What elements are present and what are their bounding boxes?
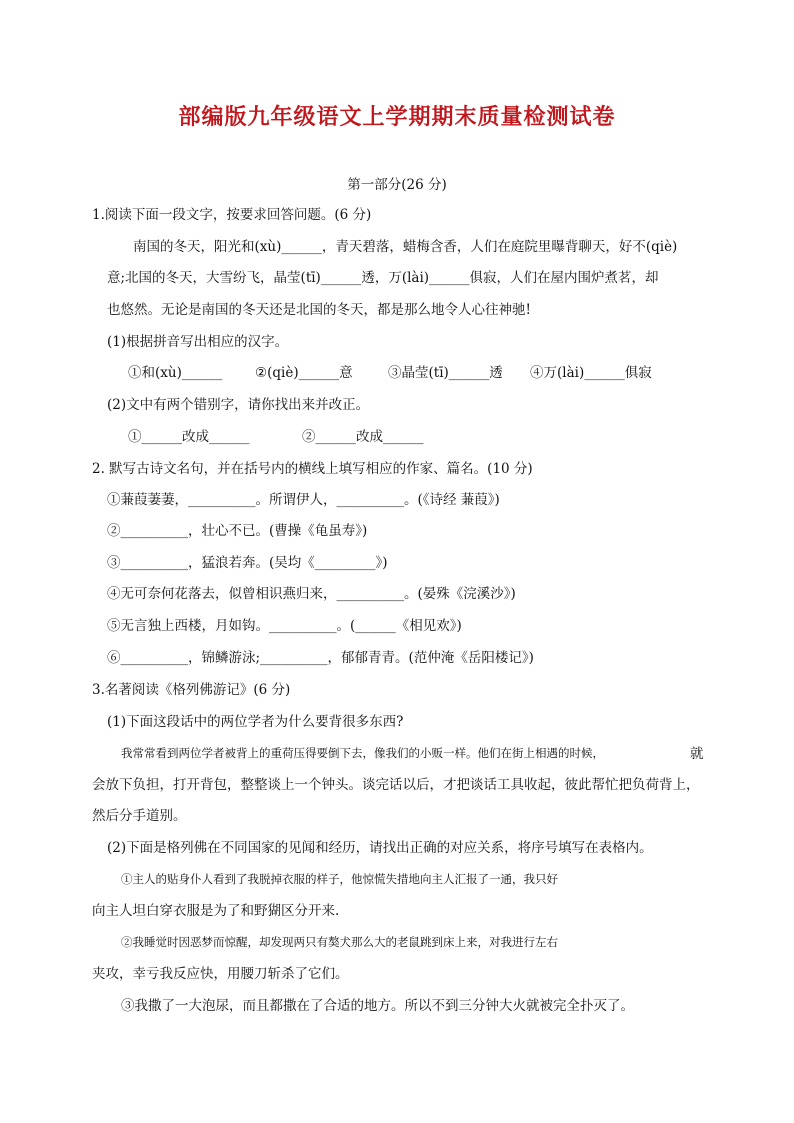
q2-line: ①蒹葭萋萋，__________。所谓伊人，__________。(《诗经 蒹葭》) [107, 492, 500, 508]
q3-item-line: 夹攻，幸亏我反应快，用腰刀斩杀了它们。 [92, 966, 349, 982]
q1-sub2-item: ②______改成______ [302, 429, 424, 445]
q1-sub1-item: ①和(xù)______ [128, 365, 223, 381]
document-title: 部编版九年级语文上学期期末质量检测试卷 [178, 104, 616, 130]
q3-sub1: (1)下面这段话中的两位学者为什么要背很多东西? [107, 714, 404, 730]
part-header: 第一部分(26 分) [347, 177, 447, 193]
q3-sub2: (2)下面是格列佛在不同国家的见闻和经历，请找出正确的对应关系，将序号填写在表格内。 [107, 840, 653, 856]
q2-line: ④无可奈何花落去，似曾相识燕归来，__________。(晏殊《浣溪沙》) [107, 586, 516, 602]
q1-passage-line: 意;北国的冬天，大雪纷飞，晶莹(tī)______透，万(lài)______俱寂，人们在屋内围炉煮茗，却 [107, 270, 659, 286]
q3-passage-line: 就 [690, 746, 704, 762]
q1-sub1: (1)根据拼音写出相应的汉字。 [107, 334, 289, 350]
q3-item-line: ③我撒了一大泡尿，而且都撒在了合适的地方。所以不到三分钟大火就被完全扑灭了。 [121, 998, 634, 1014]
q3-item-line: ①主人的贴身仆人看到了我脱掉衣服的样子，他惊慌失措地向主人汇报了一通，我只好 [121, 872, 558, 886]
q2-line: ⑤无言独上西楼，月如钩。__________。(______《相见欢》) [107, 618, 462, 634]
q3-item-line: 向主人坦白穿衣服是为了和野猢区分开来. [92, 903, 340, 919]
q2-line: ②__________，壮心不已。(曹操《龟虽寿》) [107, 523, 368, 539]
q1-sub1-item: ④万(lài)______俱寂 [530, 365, 652, 381]
q3-item-line: ②我睡觉时因恶梦而惊醒，却发现两只有獒犬那么大的老鼠跳到床上来，对我进行左右 [121, 935, 558, 949]
q1-sub2-item: ①______改成______ [128, 429, 250, 445]
q1-sub1-item: ②(qiè)______意 [255, 365, 353, 381]
q1-passage-line: 南国的冬天，阳光和(xù)______，青天碧落，蜡梅含香，人们在庭院里曝背聊天，好不(qiè) [133, 239, 678, 255]
q1-sub2: (2)文中有两个错别字，请你找出来并改正。 [107, 397, 370, 413]
q2-line: ⑥__________，锦鳞游泳;__________，郁郁青青。(范仲淹《岳阳楼记》) [107, 650, 534, 666]
q3-stem: 3.名著阅读《格列佛游记》(6 分) [92, 682, 291, 698]
q1-passage-line: 也悠然。无论是南国的冬天还是北国的冬天，都是那么地令人心往神驰! [107, 302, 531, 318]
q1-stem: 1.阅读下面一段文字，按要求回答问题。(6 分) [92, 207, 372, 223]
q3-passage-line: 然后分手道别。 [92, 808, 187, 824]
q1-sub1-item: ③晶莹(tī)______透 [388, 365, 503, 381]
q2-stem: 2. 默写古诗文名句，并在括号内的横线上填写相应的作家、篇名。(10 分) [92, 461, 533, 477]
q2-line: ③__________，猛浪若奔。(吴均《_________》) [107, 555, 388, 571]
q3-passage-line: 会放下负担，打开背包，整整谈上一个钟头。谈完话以后，才把谈话工具收起，彼此帮忙把负荷背上， [92, 777, 700, 793]
q3-passage-line: 我常常看到两位学者被背上的重荷压得要倒下去，像我们的小贩一样。他们在街上相遇的时候， [121, 746, 604, 760]
